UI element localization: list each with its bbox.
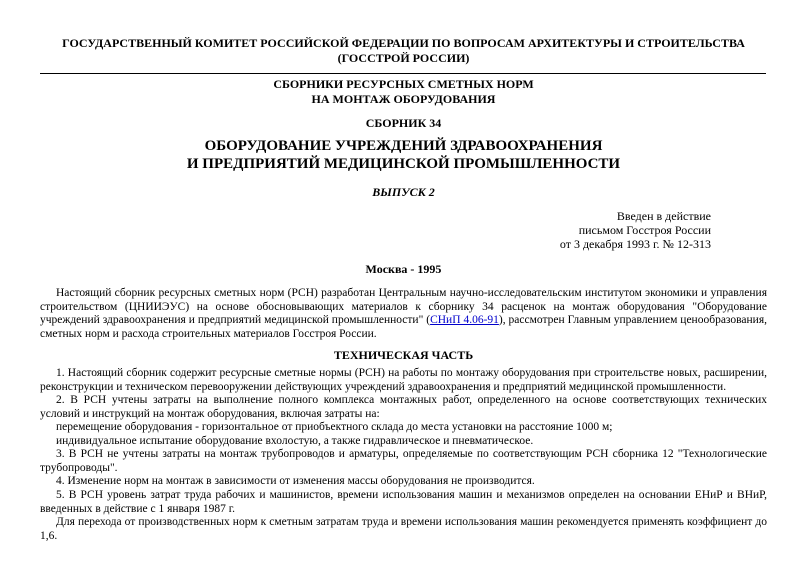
committee-abbreviation: (ГОССТРОЙ РОССИИ) bbox=[337, 51, 470, 65]
introduction-note-line2: письмом Госстроя России bbox=[578, 223, 711, 237]
intro-text-before-link: Настоящий сборник ресурсных сметных норм (РСН) разработан Центральным научно-исследовательским институтом экономики и управления строительством (ЦНИИЭУС) на основе обосновывающих материалов к сборнику 34 расценок на монтаж оборудования "Оборудование учреждений здравоохранения и предприятий медицинской промышленности" ( bbox=[40, 287, 767, 327]
technical-paragraph-4: 4. Изменение норм на монтаж в зависимости от изменения массы оборудования не производится. bbox=[56, 475, 535, 487]
technical-paragraph-1: 1. Настоящий сборник содержит ресурсные сметные нормы (РСН) на работы по монтажу оборудования при строительстве новых, расширении, реконструкции и техническом перевооружении действующих учреждений здравоохранения и предприятий медицинской промышленности. bbox=[40, 367, 767, 393]
collection-number: СБОРНИК 34 bbox=[365, 116, 442, 130]
issue-number: ВЫПУСК 2 bbox=[372, 185, 435, 199]
document-title-line1: ОБОРУДОВАНИЕ УЧРЕЖДЕНИЙ ЗДРАВООХРАНЕНИЯ bbox=[204, 138, 603, 154]
introduction-note-line1: Введен в действие bbox=[616, 209, 711, 223]
intro-text-after-link: ), рассмотрен Главным управлением ценообразования, сметных норм и расхода строительных материалов Госстроя России. bbox=[40, 314, 767, 340]
introduction-note bbox=[560, 209, 711, 251]
technical-part-heading: ТЕХНИЧЕСКАЯ ЧАСТЬ bbox=[333, 348, 474, 362]
series-title-line2: НА МОНТАЖ ОБОРУДОВАНИЯ bbox=[311, 92, 496, 106]
introduction-note-line3: от 3 декабря 1993 г. № 12-313 bbox=[559, 237, 711, 251]
header-divider bbox=[40, 73, 766, 74]
intro-paragraph bbox=[40, 287, 767, 341]
committee-name: ГОСУДАРСТВЕННЫЙ КОМИТЕТ РОССИЙСКОЙ ФЕДЕРАЦИИ ПО ВОПРОСАМ АРХИТЕКТУРЫ И СТРОИТЕЛЬСТВА bbox=[62, 36, 745, 50]
technical-paragraph-2-item-testing: индивидуальное испытание оборудование вхолостую, а также гидравлическое и пневматическое. bbox=[56, 435, 534, 447]
series-title-line1: СБОРНИКИ РЕСУРСНЫХ СМЕТНЫХ НОРМ bbox=[273, 77, 534, 91]
technical-paragraph-3: 3. В РСН не учтены затраты на монтаж трубопроводов и арматуры, определяемые по соответствующим РСН сборника 12 "Технологические трубопроводы". bbox=[40, 448, 767, 474]
committee-header bbox=[40, 36, 767, 66]
document-title bbox=[40, 137, 767, 173]
technical-paragraph-2-item-transport: перемещение оборудования - горизонтальное от приобъектного склада до места установки на расстояние 1000 м; bbox=[56, 421, 613, 433]
series-title bbox=[40, 77, 767, 107]
snip-reference-link[interactable]: СНиП 4.06-91 bbox=[430, 314, 499, 327]
technical-paragraph-2: 2. В РСН учтены затраты на выполнение полного комплекса монтажных работ, определенного на основе соответствующих технических условий и инструкций на монтаж оборудования, включая затраты на: bbox=[40, 394, 767, 420]
technical-paragraph-5: 5. В РСН уровень затрат труда рабочих и машинистов, времени использования машин и механизмов определен на основании ЕНиР и ВНиР, введенных в действие с 1 января 1987 г. bbox=[40, 489, 767, 515]
document-title-line2: И ПРЕДПРИЯТИЙ МЕДИЦИНСКОЙ ПРОМЫШЛЕННОСТИ bbox=[186, 156, 621, 172]
technical-paragraph-6: Для перехода от производственных норм к сметным затратам труда и времени использования машин рекомендуется применять коэффициент до 1,6. bbox=[40, 516, 767, 542]
place-and-year: Москва - 1995 bbox=[365, 262, 442, 276]
